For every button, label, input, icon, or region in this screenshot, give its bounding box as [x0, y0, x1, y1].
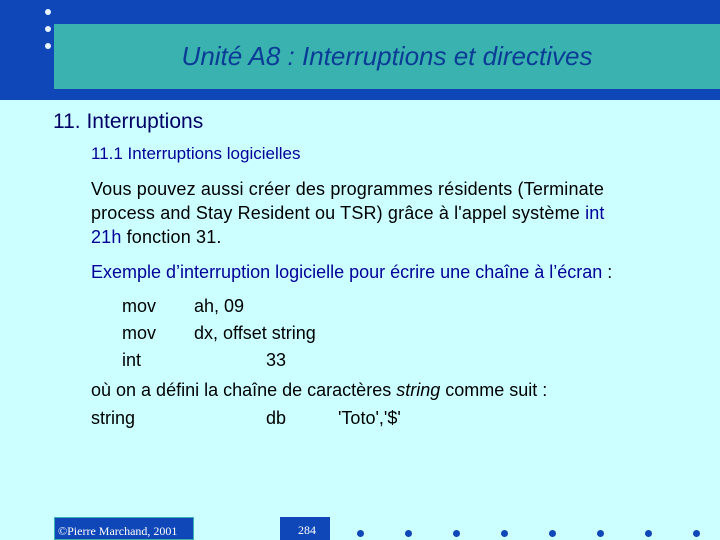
example-colon: : [602, 262, 613, 282]
footer-dot-decoration [549, 530, 556, 537]
footer-dot-decoration [501, 530, 508, 537]
bullet-dot-decoration [45, 26, 51, 32]
string-name: string [91, 408, 136, 428]
bullet-dot-decoration [45, 9, 51, 15]
paragraph-line [91, 225, 605, 249]
example-heading [91, 260, 612, 284]
keyword-int: int [585, 203, 605, 223]
copyright-text: ©Pierre Marchand, 2001 [58, 524, 178, 538]
section-heading: 11. Interruptions [53, 110, 204, 133]
footer-dot-decoration [597, 530, 604, 537]
example-heading-text: Exemple d’interruption logicielle pour écrire une chaîne à l’écran [91, 262, 603, 282]
paragraph-line [91, 201, 605, 225]
code-arg: dx, offset string [194, 323, 316, 343]
code-arg: 33 [266, 350, 287, 370]
footer-dot-decoration [405, 530, 412, 537]
string-value: 'Toto','$' [338, 408, 401, 428]
paragraph-text: fonction 31. [121, 227, 222, 247]
code-op: mov [122, 296, 157, 316]
paragraph-line: Vous pouvez aussi créer des programmes résidents (Terminate [91, 179, 605, 199]
keyword-21h: 21h [91, 227, 122, 247]
page-number: 284 [298, 523, 316, 537]
subsection-heading: 11.1 Interruptions logicielles [91, 144, 301, 163]
code-op: mov [122, 323, 157, 343]
code-arg: ah, 09 [194, 296, 245, 316]
slide-title: Unité A8 : Interruptions et directives [181, 41, 593, 71]
definition-text: comme suit : [440, 380, 548, 400]
paragraph [91, 177, 605, 249]
footer-dot-decoration [693, 530, 700, 537]
footer-dot-decoration [645, 530, 652, 537]
definition-emphasis: string [396, 380, 441, 400]
definition-line [91, 378, 547, 402]
footer-dot-decoration [453, 530, 460, 537]
string-directive: db [266, 408, 287, 428]
bullet-dot-decoration [45, 43, 51, 49]
code-op: int [122, 350, 142, 370]
footer-dot-decoration [357, 530, 364, 537]
paragraph-text: process and Stay Resident ou TSR) grâce à l'appel système [91, 203, 586, 223]
definition-text: où on a défini la chaîne de caractères [91, 380, 397, 400]
